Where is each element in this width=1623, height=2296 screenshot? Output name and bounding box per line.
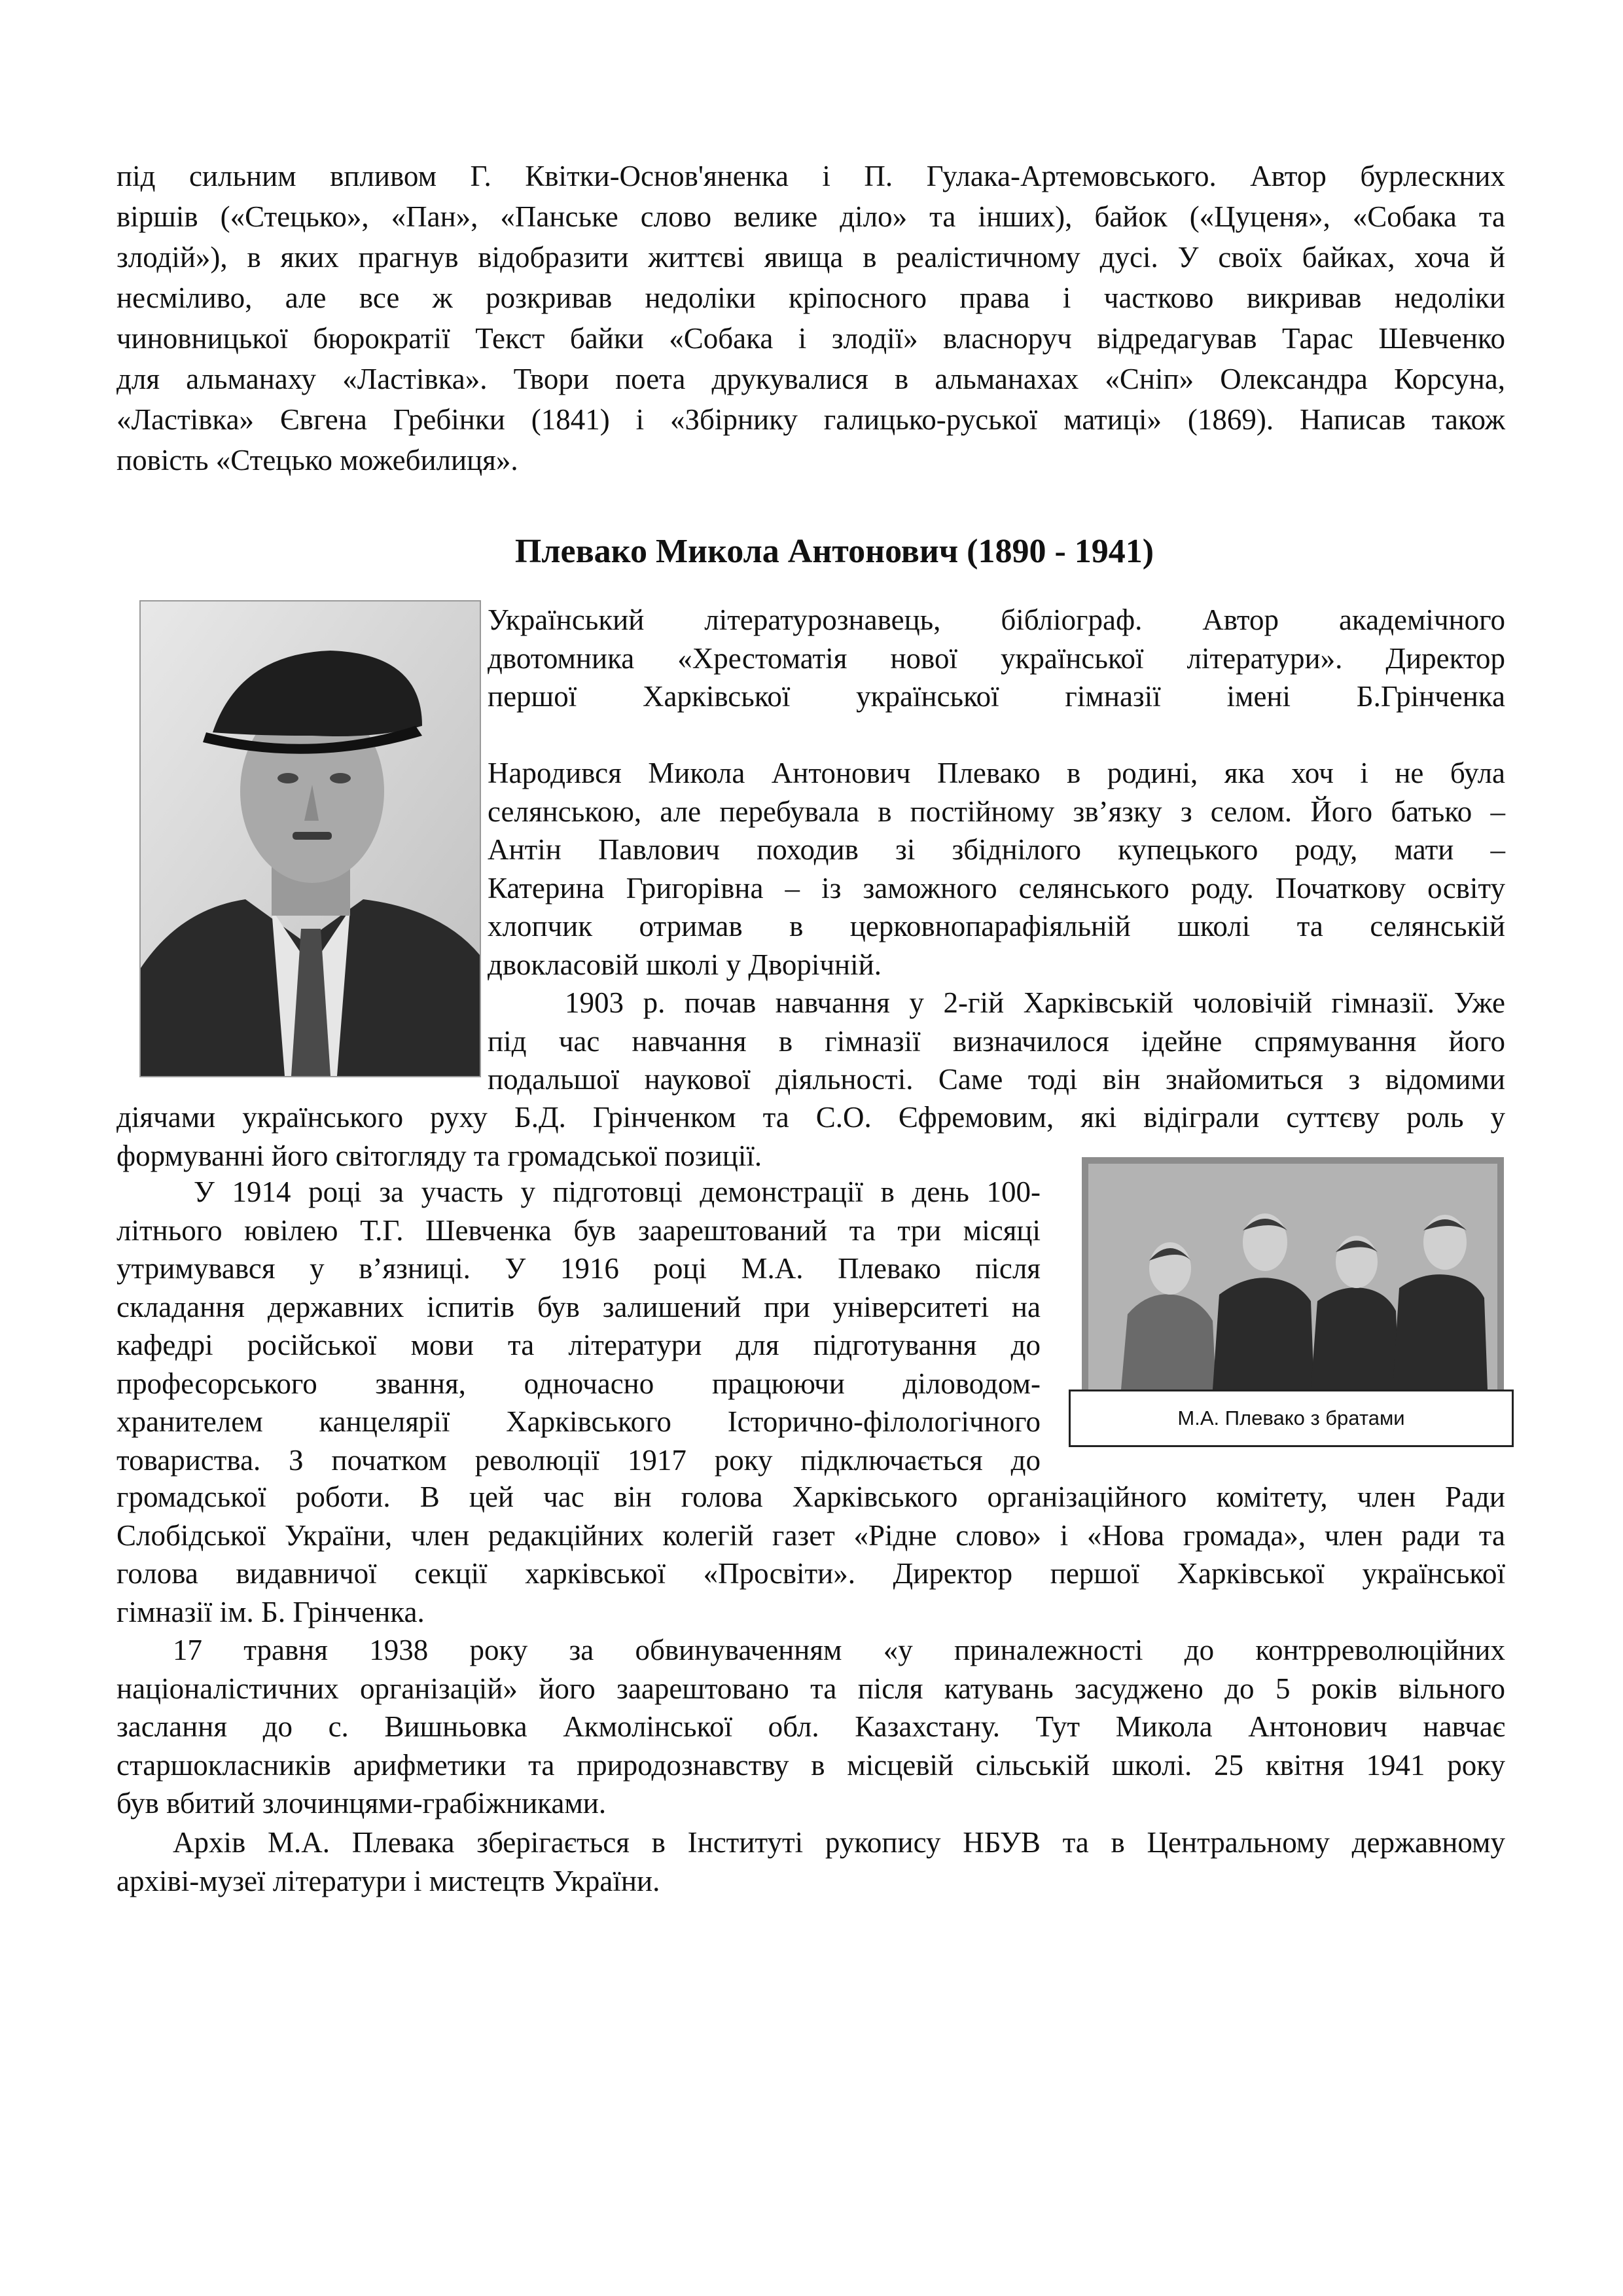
summary-paragraph: [488, 601, 1505, 716]
arrest-line: літнього ювілею Т.Г. Шевченка був заарештований та три місяці: [116, 1213, 1041, 1247]
exile-line: 17 травня 1938 року за обвинуваченням «у приналежності до контрреволюційних: [173, 1634, 1505, 1666]
group-photo: [1082, 1157, 1504, 1390]
arrest-continuation: [116, 1478, 1505, 1631]
arrest-line: громадської роботи. В цей час він голова Харківського організаційного комітету, член Ради: [116, 1480, 1505, 1513]
arrest-line: Слобідської України, член редакційних колегій газет «Рідне слово» і «Нова громада», член ради та: [116, 1518, 1505, 1552]
bio-paragraph: [488, 754, 1505, 1099]
photo-caption-box: [1069, 1390, 1514, 1447]
arrest-line: кафедрі російської мови та літератури для підготування до: [116, 1329, 1041, 1361]
exile-paragraph: [116, 1631, 1505, 1823]
arrest-line: У 1914 році за участь у підготовці демонстрації в день 100-: [194, 1175, 1041, 1208]
archive-line: архіві-музеї літератури і мистецтв України.: [116, 1864, 660, 1897]
intro-line: повість «Стецько можебилиця».: [116, 444, 518, 476]
arrest-line: голова видавничої секції харківської «Просвіти». Директор першої Харківської української: [116, 1557, 1505, 1590]
archive-line: Архів М.А. Плевака зберігається в Інституті рукопису НБУВ та в Центральному державному: [173, 1826, 1505, 1859]
bio-line: подальшої наукової діяльності. Саме тоді він знайомиться з відомими: [488, 1063, 1505, 1096]
intro-line: «Ластівка» Євгена Гребінки (1841) і «Збірнику галицько-руської матиці» (1869). Написав також: [116, 403, 1505, 436]
arrest-line: утримувався у в’язниці. У 1916 році М.А. Плевако після: [116, 1252, 1041, 1285]
summary-line: двотомника «Хрестоматія нової української літератури». Директор: [488, 641, 1505, 675]
bio-line: Катерина Григорівна – із заможного селянського роду. Початкову освіту: [488, 871, 1505, 905]
bio-line: хлопчик отримав в церковнопарафіяльній школі та селянській: [488, 910, 1505, 942]
arrest-paragraph: [116, 1173, 1041, 1479]
exile-line: націоналістичних організацій» його заарештовано та після катувань засуджено до 5 років вільного: [116, 1672, 1505, 1705]
intro-line: чиновницької бюрократії Текст байки «Собака і злодії» власноруч відредагував Тарас Шевченко: [116, 322, 1505, 355]
bio-line: Антін Павлович походив зі збіднілого купецького роду, мати –: [488, 833, 1505, 866]
arrest-line: товариства. З початком революції 1917 року підключається до: [116, 1443, 1041, 1477]
bio-line: діячами українського руху Б.Д. Грінченком та С.О. Єфремовим, які відіграли суттєву роль у: [116, 1101, 1505, 1134]
summary-line: Український літературознавець, бібліограф. Автор академічного: [488, 603, 1505, 636]
portrait-photo: [139, 600, 481, 1077]
exile-line: заслання до с. Вишньовка Акмолінської обл. Казахстану. Тут Микола Антонович навчає: [116, 1710, 1505, 1743]
summary-line: першої Харківської української гімназії імені Б.Грінченка: [488, 680, 1505, 713]
intro-paragraph: [116, 156, 1505, 480]
intro-line: злодій»), в яких прагнув відобразити життєві явища в реалістичному дусі. У своїх байках, хоча й: [116, 241, 1505, 274]
bio-line: селянською, але перебувала в постійному зв’язку з селом. Його батько –: [488, 795, 1505, 828]
photo-caption: М.А. Плевако з братами: [1177, 1407, 1405, 1429]
article-title: Плевако Микола Антонович (1890 - 1941): [514, 533, 1154, 570]
intro-line: несміливо, але все ж розкривав недоліки кріпосного права і частково викривав недоліки: [116, 281, 1505, 314]
intro-line: під сильним впливом Г. Квітки-Основ'яненка і П. Гулака-Артемовського. Автор бурлескних: [116, 160, 1505, 192]
arrest-line: професорського звання, одночасно працюючи діловодом-: [116, 1367, 1041, 1400]
arrest-line: складання державних іспитів був залишений при університеті на: [116, 1290, 1041, 1323]
bio-line: двокласовій школі у Дворічній.: [488, 948, 882, 981]
bio-line: під час навчання в гімназії визначилося ідейне спрямування його: [488, 1024, 1505, 1058]
exile-line: був вбитий злочинцями-грабіжниками.: [116, 1787, 607, 1820]
exile-line: старшокласників арифметики та природознавству в місцевій сільській школі. 25 квітня 1941 року: [116, 1748, 1505, 1782]
archive-paragraph: [116, 1823, 1505, 1900]
bio-line: Народився Микола Антонович Плевако в родині, яка хоч і не була: [488, 757, 1505, 789]
arrest-line: гімназії ім. Б. Грінченка.: [116, 1595, 425, 1628]
arrest-line: хранителем канцелярії Харківського Історично-філологічного: [116, 1405, 1041, 1438]
group-photo-figure: [1069, 1157, 1514, 1446]
intro-line: для альманаху «Ластівка». Твори поета друкувалися в альманахах «Сніп» Олександра Корсуна,: [116, 363, 1505, 395]
bio-line: формуванні його світогляду та громадської позиції.: [116, 1139, 762, 1172]
bio-line: 1903 р. почав навчання у 2-гій Харківській чоловічій гімназії. Уже: [565, 986, 1505, 1019]
intro-line: віршів («Стецько», «Пан», «Панське слово велике діло» та інших), байок («Цуценя», «Собака та: [116, 200, 1505, 233]
